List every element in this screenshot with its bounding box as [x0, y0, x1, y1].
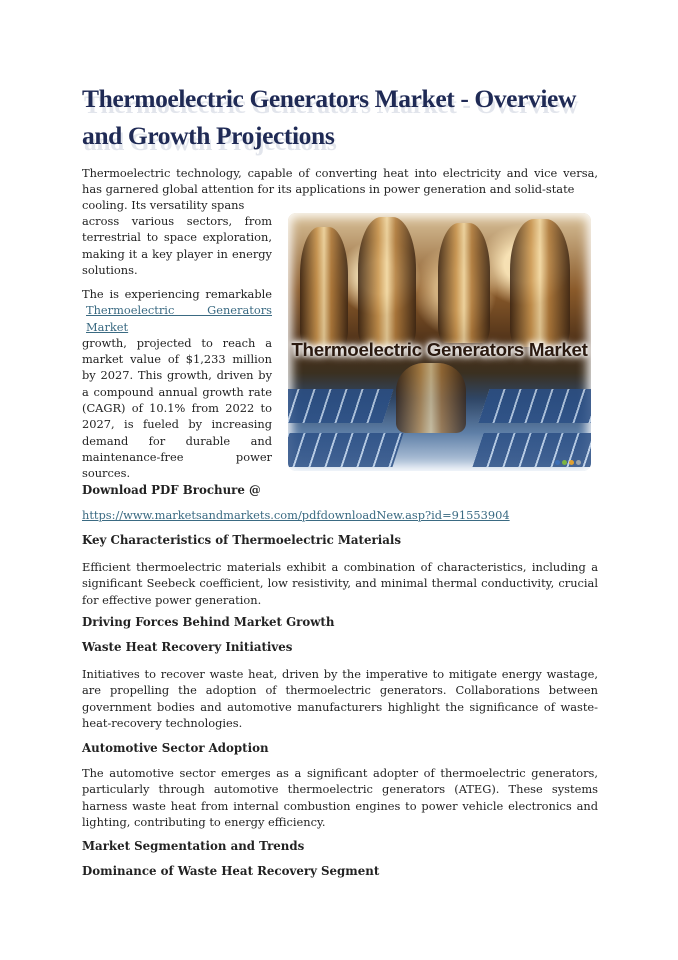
market-paragraph	[82, 286, 272, 482]
section-heading-key-characteristics: Key Characteristics of Thermoelectric Materials	[82, 533, 401, 547]
download-label: Download PDF Brochure @	[82, 483, 261, 497]
download-link[interactable]: https://www.marketsandmarkets.com/pdfdownloadNew.asp?id=91553904	[82, 508, 510, 522]
section-body-waste-heat: Initiatives to recover waste heat, driven by the imperative to mitigate energy wastage, are propelling the adoption of thermoelectric generators. Collaborations between government bodies and automotive manufacturers highlight the significance of waste-heat-recovery technologies.	[82, 667, 598, 730]
section-heading-automotive: Automotive Sector Adoption	[82, 741, 269, 755]
market-text: is experiencing remarkable growth, projected to reach a market value of $1,233 million by 2027. This growth, driven by a compound annual growth rate (CAGR) of 10.1% from 2022 to 2027, is fueled by increasing demand for durable and maintenance-free power sources.	[82, 287, 273, 481]
illustration-caption: Thermoelectric Generators Market	[291, 339, 588, 360]
section-heading-driving-forces: Driving Forces Behind Market Growth	[82, 615, 335, 629]
market-report-link[interactable]: Thermoelectric Generators Market	[86, 303, 272, 334]
section-heading-segmentation: Market Segmentation and Trends	[82, 839, 305, 853]
market-prefix: The	[82, 287, 104, 301]
intro-paragraph: Thermoelectric technology, capable of converting heat into electricity and vice versa, has garnered global attention for its applications in power generation and solid-state	[82, 166, 598, 197]
intro-continuation: cooling. Its versatility spans	[82, 198, 245, 212]
brand-dots-icon	[555, 460, 581, 465]
section-body-key-characteristics: Efficient thermoelectric materials exhibit a combination of characteristics, including a significant Seebeck coefficient, low resistivity, and minimal thermal conductivity, crucial for effective power generation.	[82, 560, 598, 607]
market-illustration	[288, 213, 591, 471]
section-heading-waste-heat-segment: Dominance of Waste Heat Recovery Segment	[82, 864, 380, 878]
section-body-automotive: The automotive sector emerges as a significant adopter of thermoelectric generators, particularly through automotive thermoelectric generators (ATEG). These systems harness waste heat from internal combustion engines to power vehicle electronics and lighting, contributing to energy efficiency.	[82, 766, 598, 829]
intro-tail: across various sectors, from terrestrial to space exploration, making it a key player in energy solutions.	[82, 214, 272, 277]
page-title: Thermoelectric Generators Market - Overview and Growth Projections	[82, 84, 576, 150]
section-heading-waste-heat: Waste Heat Recovery Initiatives	[82, 640, 293, 654]
